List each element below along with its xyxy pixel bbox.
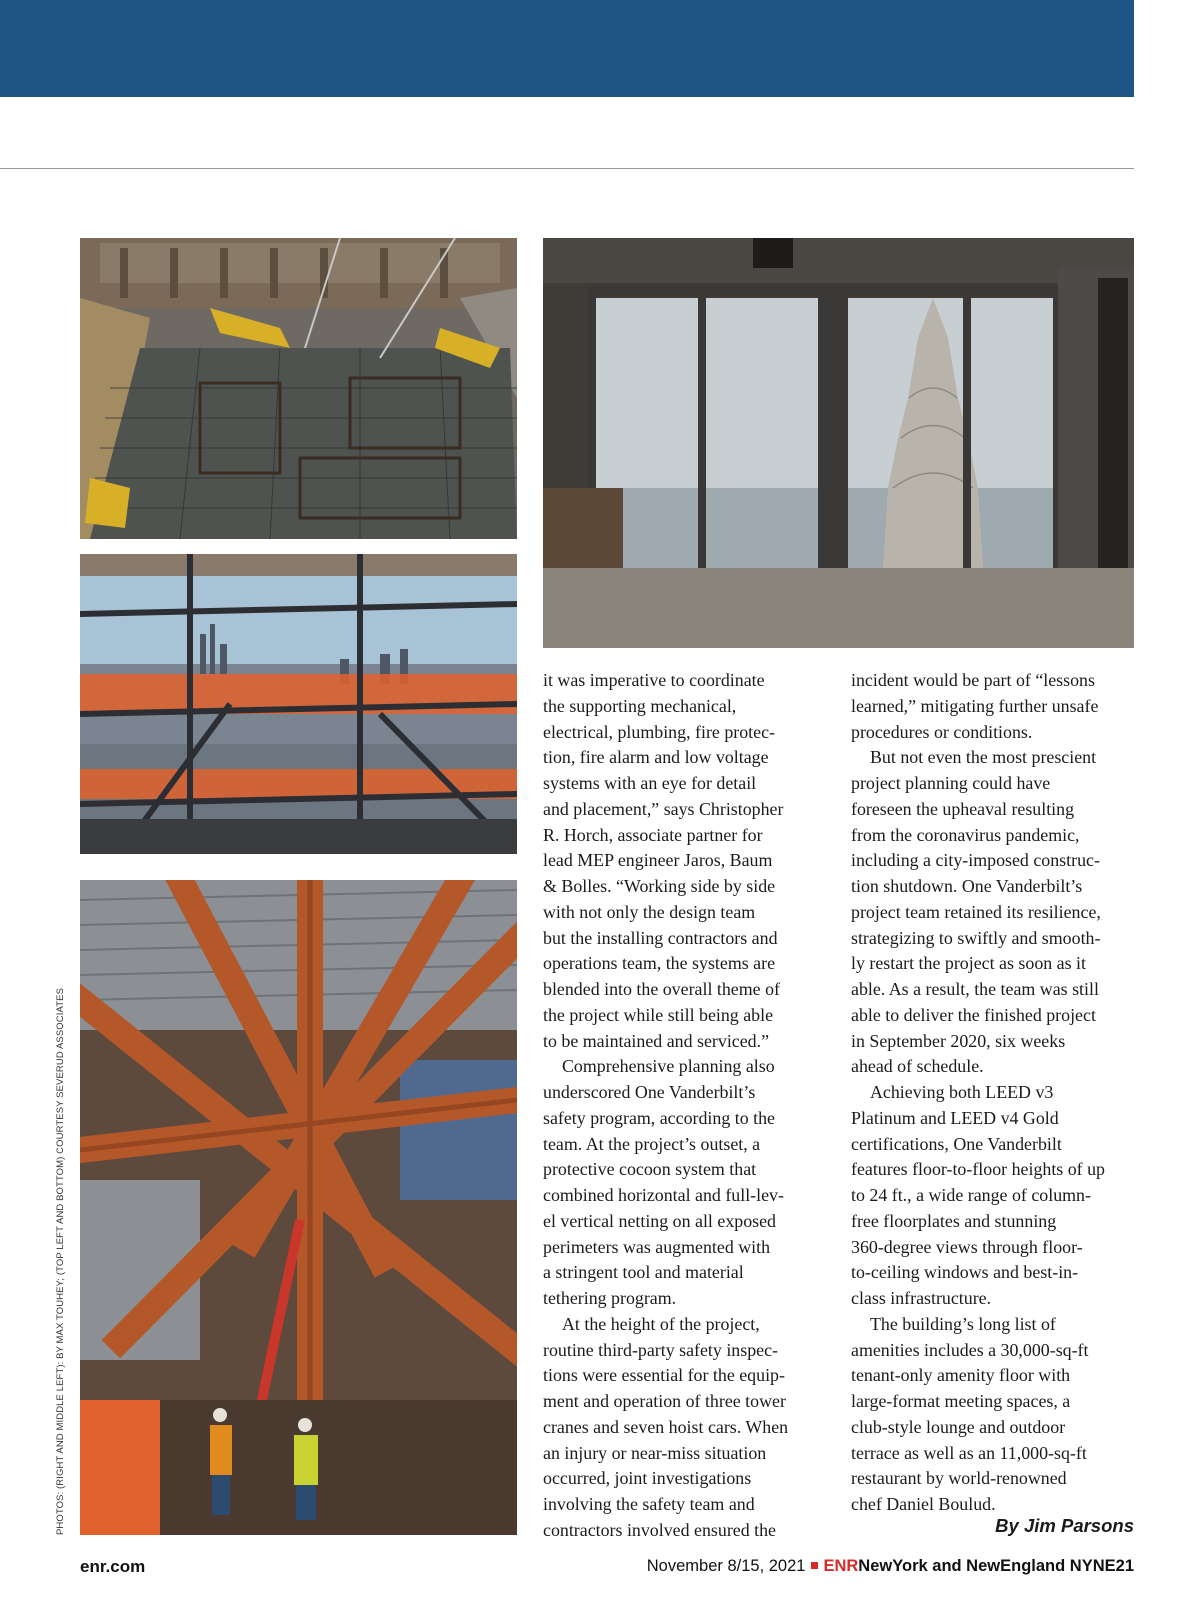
body-line: tion shutdown. One Vanderbilt’s (851, 876, 1083, 896)
body-line: a stringent tool and material (543, 1262, 744, 1283)
article-column-2 (851, 668, 1141, 1518)
body-line: perimeters was augmented with (543, 1236, 771, 1257)
body-line: chef Daniel Boulud. (851, 1494, 996, 1514)
body-line: club-style lounge and outdoor (851, 1416, 1066, 1437)
body-line: At the height of the project, (562, 1313, 760, 1334)
body-line: features floor-to-floor heights of up (851, 1159, 1106, 1180)
body-line: terrace as well as an 11,000-sq-ft (851, 1442, 1087, 1463)
body-line: Comprehensive planning also (562, 1056, 775, 1077)
footer-date: November 8/15, 2021 (646, 1557, 806, 1575)
body-line: to be maintained and serviced.” (543, 1030, 770, 1051)
body-line: incident would be part of “lessons (851, 670, 1095, 690)
body-line: learned,” mitigating further unsafe (851, 695, 1099, 716)
body-line: class infrastructure. (851, 1288, 992, 1308)
footer-site[interactable]: enr.com (80, 1557, 146, 1576)
body-line: to-ceiling windows and best-in- (851, 1262, 1079, 1283)
body-line: involving the safety team and (543, 1494, 755, 1514)
body-line: including a city-imposed construc- (851, 850, 1100, 871)
body-line: electrical, plumbing, fire protec- (543, 721, 775, 742)
photo-credit: PHOTOS: (RIGHT AND MIDDLE LEFT): BY MAX TOUHEY; (TOP LEFT AND BOTTOM) COURTESY SEVERUD ASSOCIATES (55, 987, 66, 1535)
footer-brand: ENR (823, 1557, 859, 1575)
body-line: procedures or conditions. (851, 721, 1033, 742)
chrysler-window-photo (543, 238, 1134, 648)
header-color-band (0, 0, 1134, 97)
body-line: from the coronavirus pandemic, (851, 824, 1080, 845)
footer-folio (647, 1557, 1134, 1576)
steel-node-photo (80, 880, 517, 1535)
body-line: and placement,” says Christopher (543, 798, 784, 819)
body-line: the project while still being able (543, 1004, 774, 1025)
footer-edition: NewYork and NewEngland (858, 1557, 1066, 1575)
body-line: certifications, One Vanderbilt (851, 1133, 1062, 1154)
body-line: an injury or near-miss situation (543, 1442, 767, 1463)
body-line: restaurant by world-renowned (851, 1468, 1067, 1489)
square-bullet-icon (811, 1562, 818, 1569)
body-line: tethering program. (543, 1288, 677, 1308)
steel-frame-photo (80, 554, 517, 854)
body-line: protective cocoon system that (543, 1159, 757, 1180)
body-line: large-format meeting spaces, a (851, 1391, 1071, 1411)
body-line: 360-degree views through floor- (851, 1236, 1083, 1257)
body-line: R. Horch, associate partner for (543, 824, 763, 845)
body-line: safety program, according to the (543, 1107, 775, 1128)
body-line: tion, fire alarm and low voltage (543, 747, 769, 768)
body-line: able. As a result, the team was still (851, 979, 1099, 999)
body-line: to 24 ft., a wide range of column- (851, 1185, 1091, 1205)
body-line: ly restart the project as soon as it (851, 953, 1086, 974)
body-line: The building’s long list of (870, 1313, 1056, 1334)
body-line: Platinum and LEED v4 Gold (851, 1107, 1059, 1128)
body-line: tenant-only amenity floor with (851, 1365, 1071, 1386)
body-line: able to deliver the finished project (851, 1004, 1096, 1025)
body-line: & Bolles. “Working side by side (543, 876, 776, 896)
body-line: occurred, joint investigations (543, 1468, 752, 1489)
body-line: free floorplates and stunning (851, 1210, 1057, 1231)
body-line: combined horizontal and full-lev- (543, 1185, 784, 1205)
header-rule (0, 168, 1134, 169)
body-line: amenities includes a 30,000-sq-ft (851, 1339, 1089, 1360)
body-line: el vertical netting on all exposed (543, 1210, 776, 1231)
body-line: but the installing contractors and (543, 927, 778, 948)
body-line: routine third-party safety inspec- (543, 1339, 778, 1360)
body-line: systems with an eye for detail (543, 773, 757, 793)
footer-page-number: NYNE21 (1069, 1557, 1134, 1575)
body-line: with not only the design team (543, 901, 756, 922)
body-line: underscored One Vanderbilt’s (543, 1082, 756, 1102)
body-line: But not even the most prescient (870, 747, 1097, 768)
body-line: ahead of schedule. (851, 1056, 984, 1077)
body-line: lead MEP engineer Jaros, Baum (543, 850, 773, 871)
body-line: ment and operation of three tower (543, 1391, 786, 1411)
excavation-photo (80, 238, 517, 539)
article-column-1 (543, 668, 823, 1544)
body-line: it was imperative to coordinate (543, 670, 765, 690)
body-line: project planning could have (851, 773, 1051, 793)
body-line: in September 2020, six weeks (851, 1030, 1066, 1051)
body-line: Achieving both LEED v3 (870, 1082, 1054, 1102)
byline: By Jim Parsons (995, 1515, 1134, 1536)
body-line: blended into the overall theme of (543, 979, 780, 999)
body-line: team. At the project’s outset, a (543, 1133, 761, 1154)
body-line: the supporting mechanical, (543, 695, 737, 716)
body-line: strategizing to swiftly and smooth- (851, 927, 1101, 948)
body-line: contractors involved ensured the (543, 1519, 776, 1540)
body-line: project team retained its resilience, (851, 901, 1101, 922)
body-line: cranes and seven hoist cars. When (543, 1416, 789, 1437)
body-line: tions were essential for the equip- (543, 1365, 785, 1386)
body-line: foreseen the upheaval resulting (851, 798, 1075, 819)
body-line: operations team, the systems are (543, 953, 776, 974)
